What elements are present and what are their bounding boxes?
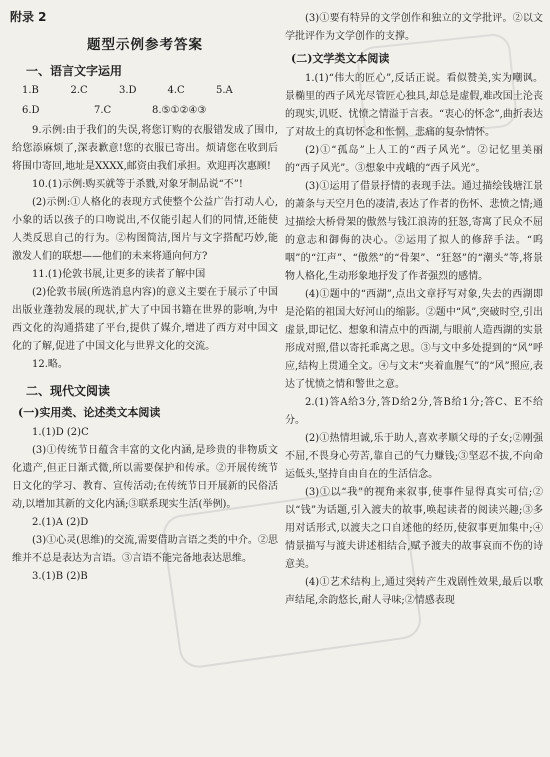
answer-paragraph: 1.(1)“伟大的匠心”,反话正说。看似赞美,实为嘲讽。景椭里的西子风光尽管匠心独具,却总是虚假,难改国土沦丧的现实,讥贬、忧愤之情溢于言表。“衷心的怀念”,曲折表达了对故土的真切怀念和怅惘、悲痛的复杂情怀。 bbox=[285, 73, 543, 138]
answer-paragraph: 2.(1)答A给3分,答D给2分,答B给1分;答C、E不给分。 bbox=[285, 397, 543, 426]
answer-item: 7.C bbox=[94, 105, 112, 116]
answer-item: 1.B bbox=[22, 85, 39, 96]
answer-paragraph: 9.示例:由于我们的失误,将您订购的衣服错发成了围巾,给您添麻烦了,深表歉意!您的衣服已寄出。烦请您在收到后将围巾寄回,地址是XXXX,邮资由我们承担。欢迎再次惠顾! bbox=[12, 125, 278, 172]
answer-item: 2.C bbox=[70, 85, 88, 96]
answer-item: 6.D bbox=[22, 105, 40, 116]
answer-paragraph: (2)示例:①人格化的表现方式使整个公益广告打动人心,小象的话以孩子的口吻说出,不仅能引起人们的同情,还能使人类反思自己的行为。②构图简洁,图片与文字搭配巧妙,能激发人们的联想——他们的未来将通向何方? bbox=[12, 197, 278, 262]
answer-paragraph: (3)①要有特异的文学创作和独立的文学批评。②以文学批评作为文学创作的支撑。 bbox=[285, 13, 543, 42]
answer-paragraph: (4)①艺术结构上,通过突转产生戏剧性效果,最后以歌声结尾,余韵悠长,耐人寻味;②情感表现 bbox=[285, 577, 543, 606]
answer-paragraph: 1.(1)D (2)C bbox=[32, 427, 89, 438]
answer-paragraph: (2)伦敦书展(所选消息内容)的意义主要在于展示了中国出版业蓬勃发展的现状,扩大了中国书籍在世界的影响,为中西文化的沟通搭建了平台,提供了媒介,增进了西方对中国文化的了解,促进了中国文化与世界文化的交流。 bbox=[12, 287, 278, 352]
subsection-heading: (一)实用类、论述类文本阅读 bbox=[18, 406, 161, 419]
answer-paragraph: (3)①运用了借景抒情的表现手法。通过描绘钱塘江景的萧条与天空月色的凄清,表达了作者的伤怀、悲愤之情;通过描绘大桥骨架的傲然与钱江浪涛的狂怒,寄寓了民众不屈的意志和御侮的决心。②运用了拟人的修辞手法。“呜咽”的“江声”、“傲然”的“骨架”、“狂怒”的“潮头”等,将景物人格化,生动形象地抒发了作者强烈的感情。 bbox=[285, 181, 543, 282]
answer-paragraph: (3)①传统节日蕴含丰富的文化内涵,是珍贵的非物质文化遗产,但正日渐式微,所以需要保护和传承。②开展传统节日文化的学习、教育、宣传活动;在传统节日开展新的民俗活动,以增加其新的文化内涵;③联系现实生活(举例)。 bbox=[12, 445, 278, 510]
answer-paragraph: 11.(1)伦敦书展,让更多的读者了解中国 bbox=[32, 269, 206, 280]
answer-row bbox=[12, 102, 278, 120]
answer-paragraph: 12.略。 bbox=[32, 359, 68, 370]
answer-paragraph: 3.(1)B (2)B bbox=[32, 571, 88, 582]
right-column bbox=[285, 10, 543, 610]
answer-paragraph: (3)①心灵(思维)的交流,需要借助言语之类的中介。②思维并不总是表达为言语。③言语不能完备地表达思维。 bbox=[12, 535, 278, 564]
answer-row bbox=[12, 82, 278, 100]
answer-item: 5.A bbox=[216, 85, 233, 96]
answer-item: 4.C bbox=[167, 85, 185, 96]
answer-paragraph: (2)①热情坦诚,乐于助人,喜欢孝顺父母的子女;②刚强不屈,不畏身心劳苦,靠自己的气力赚钱;③坚忍不拔,不向命运低头,坚持自由自在的生活信念。 bbox=[285, 433, 543, 480]
answer-paragraph: (3)①以“我”的视角来叙事,使事件显得真实可信;②以“钱”为话题,引入渡夫的故事,唤起读者的阅读兴趣;③多用对话形式,以渡夫之口自述他的经历,使叙事更加集中;④情景描写与渡夫讲述相结合,赋予渡夫的故事哀而不伤的诗意美。 bbox=[285, 487, 543, 570]
page-title: 题型示例参考答案 bbox=[87, 37, 203, 53]
section-heading: 一、语言文字运用 bbox=[26, 64, 123, 78]
answer-item: 8.⑤①②④③ bbox=[152, 105, 207, 116]
answer-paragraph: (4)①题中的“西湖”,点出文章抒写对象,失去的西湖即是沦陷的祖国大好河山的缩影。②题中“风”,突破时空,引出虚景,即记忆、想象和清点中的西湖,与眼前人造西湖的实景形成对照,借以寄托乖离之思。③与文中多处提到的“风”呼应,结构上贯通全文。④与文末“夹着血腥气”的“风”照应,表达了忧愤之情和警世之意。 bbox=[285, 289, 543, 390]
answer-paragraph: (2)①“孤岛”上人工的“西子风光”。②记忆里美丽的“西子风光”。③想象中戎峨的“西子风光”。 bbox=[285, 145, 543, 174]
left-column bbox=[12, 10, 278, 586]
answer-paragraph: 10.(1)示例:购买就等于杀戮,对象牙制品说“不”! bbox=[32, 179, 243, 190]
answer-paragraph: 2.(1)A (2)D bbox=[32, 517, 89, 528]
section-heading: 二、现代文阅读 bbox=[26, 384, 111, 398]
answer-item: 3.D bbox=[119, 85, 137, 96]
subsection-heading: (二)文学类文本阅读 bbox=[291, 52, 390, 65]
appendix-label: 附录 2 bbox=[10, 10, 47, 24]
